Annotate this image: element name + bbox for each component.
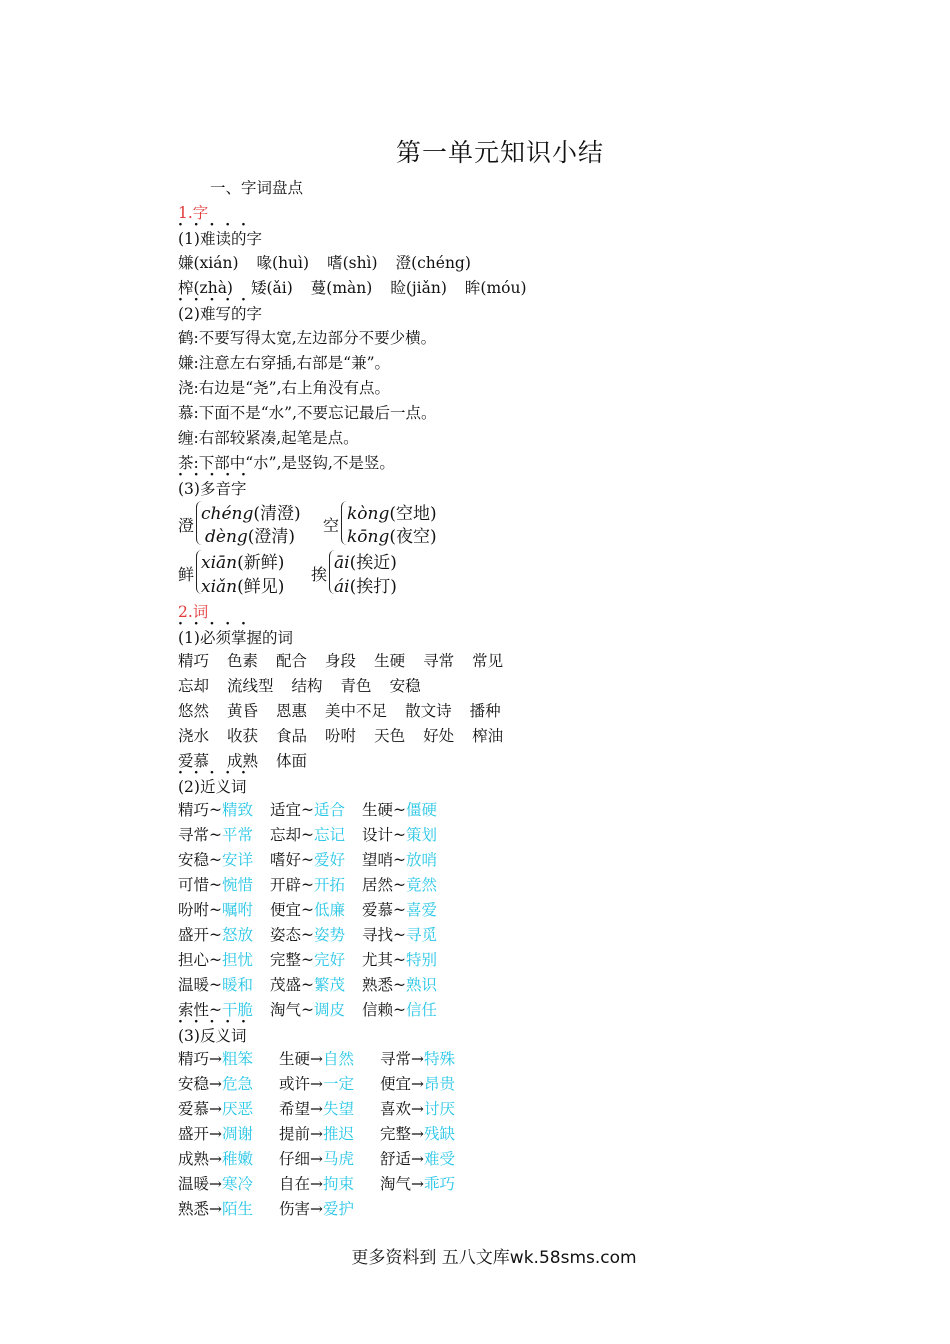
synonym-pair bbox=[178, 824, 270, 846]
hard-read-item: 矮(ǎi) bbox=[250, 279, 293, 297]
word-item: 悠然 bbox=[178, 702, 210, 720]
antonym-row bbox=[178, 1073, 481, 1095]
antonym-row bbox=[178, 1198, 380, 1220]
word-item: 天色 bbox=[374, 727, 406, 745]
synonym-answer: 寻觅 bbox=[406, 926, 438, 944]
tilde-mark: ~ bbox=[301, 826, 315, 844]
antonym-word: 成熟 bbox=[178, 1150, 210, 1168]
page-title: 第一单元知识小结 bbox=[395, 138, 604, 167]
antonym-answer: 残缺 bbox=[424, 1125, 456, 1143]
tilde-mark: ~ bbox=[209, 1001, 223, 1019]
tilde-mark: ~ bbox=[209, 976, 223, 994]
synonym-word: 信赖 bbox=[362, 1001, 394, 1019]
synonym-pair bbox=[362, 974, 454, 996]
synonym-answer: 熟识 bbox=[406, 976, 438, 994]
synonym-word: 寻常 bbox=[178, 826, 210, 844]
synonym-row bbox=[178, 799, 454, 821]
antonym-pair bbox=[279, 1123, 380, 1145]
synonym-word: 可惜 bbox=[178, 876, 210, 894]
arrow-icon: → bbox=[310, 1200, 324, 1218]
synonym-pair bbox=[178, 974, 270, 996]
must-words-row bbox=[178, 725, 521, 747]
antonym-answer: 稚嫩 bbox=[222, 1150, 254, 1168]
synonym-answer: 竟然 bbox=[406, 876, 438, 894]
sub-heading-hard-read: · · · (1)难读的字 bbox=[178, 228, 262, 250]
antonym-pair bbox=[279, 1198, 380, 1220]
arrow-icon: → bbox=[209, 1175, 223, 1193]
synonym-answer: 忘记 bbox=[314, 826, 346, 844]
antonym-word: 盛开 bbox=[178, 1125, 210, 1143]
arrow-icon: → bbox=[411, 1150, 425, 1168]
synonym-answer: 姿势 bbox=[314, 926, 346, 944]
synonym-pair bbox=[178, 924, 270, 946]
synonym-answer: 策划 bbox=[406, 826, 438, 844]
antonym-pair bbox=[279, 1048, 380, 1070]
antonym-answer: 一定 bbox=[323, 1075, 355, 1093]
antonym-pair bbox=[279, 1098, 380, 1120]
hard-read-item: 睑(jiǎn) bbox=[390, 279, 447, 297]
word-item: 寻常 bbox=[423, 652, 455, 670]
section-heading: 一、字词盘点 bbox=[210, 179, 304, 197]
antonym-pair bbox=[380, 1123, 481, 1145]
sub-heading-polyphones: · · · (3)多音字 bbox=[178, 478, 246, 500]
word-item: 配合 bbox=[276, 652, 308, 670]
synonym-pair bbox=[270, 824, 362, 846]
synonym-word: 担心 bbox=[178, 951, 210, 969]
synonym-pair bbox=[270, 949, 362, 971]
tilde-mark: ~ bbox=[209, 876, 223, 894]
hard-write-item: 慕:下面不是“水”,不要忘记最后一点。 bbox=[178, 404, 437, 422]
hard-read-item: 眸(móu) bbox=[464, 279, 527, 297]
tilde-mark: ~ bbox=[393, 826, 407, 844]
synonym-row bbox=[178, 899, 454, 921]
antonym-word: 舒适 bbox=[380, 1150, 412, 1168]
antonym-pair bbox=[178, 1073, 279, 1095]
word-item: 结构 bbox=[291, 677, 323, 695]
tilde-mark: ~ bbox=[393, 951, 407, 969]
antonym-answer: 拘束 bbox=[323, 1175, 355, 1193]
hard-read-item: 榨(zhà) bbox=[178, 279, 233, 297]
arrow-icon: → bbox=[411, 1075, 425, 1093]
synonym-answer: 繁茂 bbox=[314, 976, 346, 994]
antonym-word: 寻常 bbox=[380, 1050, 412, 1068]
synonym-answer: 适合 bbox=[314, 801, 346, 819]
synonym-pair bbox=[362, 849, 454, 871]
synonym-answer: 开拓 bbox=[314, 876, 346, 894]
antonym-word: 安稳 bbox=[178, 1075, 210, 1093]
antonym-pair bbox=[178, 1173, 279, 1195]
tilde-mark: ~ bbox=[301, 1001, 315, 1019]
polyphone-option: kòng(空地) bbox=[347, 504, 437, 524]
word-item: 色素 bbox=[227, 652, 259, 670]
tilde-mark: ~ bbox=[301, 976, 315, 994]
tilde-mark: ~ bbox=[301, 951, 315, 969]
hard-read-row-1 bbox=[178, 252, 489, 274]
arrow-icon: → bbox=[310, 1100, 324, 1118]
word-item: 青色 bbox=[340, 677, 372, 695]
synonym-answer: 僵硬 bbox=[406, 801, 438, 819]
synonym-pair bbox=[362, 949, 454, 971]
polyphone-char: 空 bbox=[323, 516, 340, 535]
synonym-pair bbox=[270, 924, 362, 946]
tilde-mark: ~ bbox=[301, 801, 315, 819]
hard-read-item: 嫌(xián) bbox=[178, 254, 239, 272]
part-heading-words: 2.词 bbox=[178, 603, 209, 621]
arrow-icon: → bbox=[411, 1175, 425, 1193]
antonym-word: 精巧 bbox=[178, 1050, 210, 1068]
hard-write-item: 浇:右边是“尧”,右上角没有点。 bbox=[178, 379, 390, 397]
synonym-row bbox=[178, 849, 454, 871]
antonym-answer: 马虎 bbox=[323, 1150, 355, 1168]
synonym-pair bbox=[178, 899, 270, 921]
tilde-mark: ~ bbox=[301, 851, 315, 869]
synonym-pair bbox=[178, 949, 270, 971]
synonym-word: 索性 bbox=[178, 1001, 210, 1019]
hard-read-item: 喙(huì) bbox=[256, 254, 310, 272]
antonym-pair bbox=[380, 1148, 481, 1170]
synonym-word: 居然 bbox=[362, 876, 394, 894]
word-item: 黄昏 bbox=[227, 702, 259, 720]
synonym-answer: 担忧 bbox=[222, 951, 254, 969]
polyphone-char: 澄 bbox=[178, 516, 195, 535]
hard-write-item: 嫌:注意左右穿插,右部是“兼”。 bbox=[178, 354, 390, 372]
word-item: 浇水 bbox=[178, 727, 210, 745]
synonym-word: 便宜 bbox=[270, 901, 302, 919]
synonym-pair bbox=[178, 799, 270, 821]
antonym-word: 或许 bbox=[279, 1075, 311, 1093]
arrow-icon: → bbox=[209, 1150, 223, 1168]
arrow-icon: → bbox=[411, 1100, 425, 1118]
antonym-word: 爱慕 bbox=[178, 1100, 210, 1118]
antonym-pair bbox=[380, 1098, 481, 1120]
antonym-row bbox=[178, 1048, 481, 1070]
tilde-mark: ~ bbox=[209, 826, 223, 844]
synonym-word: 安稳 bbox=[178, 851, 210, 869]
synonym-answer: 怒放 bbox=[222, 926, 254, 944]
word-item: 食品 bbox=[276, 727, 308, 745]
antonym-word: 完整 bbox=[380, 1125, 412, 1143]
synonym-answer: 嘱咐 bbox=[222, 901, 254, 919]
synonym-word: 望哨 bbox=[362, 851, 394, 869]
tilde-mark: ~ bbox=[393, 851, 407, 869]
antonym-row bbox=[178, 1098, 481, 1120]
word-item: 生硬 bbox=[374, 652, 406, 670]
synonym-word: 吩咐 bbox=[178, 901, 210, 919]
tilde-mark: ~ bbox=[301, 876, 315, 894]
antonym-row bbox=[178, 1123, 481, 1145]
word-item: 爱慕 bbox=[178, 752, 210, 770]
synonym-pair bbox=[270, 874, 362, 896]
antonym-pair bbox=[178, 1048, 279, 1070]
must-words-row bbox=[178, 675, 439, 697]
synonym-answer: 干脆 bbox=[222, 1001, 254, 1019]
polyphone-option: ái(挨打) bbox=[334, 577, 397, 597]
antonym-pair bbox=[178, 1123, 279, 1145]
hard-read-item: 蔓(màn) bbox=[310, 279, 373, 297]
synonym-word: 爱慕 bbox=[362, 901, 394, 919]
synonym-answer: 惋惜 bbox=[222, 876, 254, 894]
tilde-mark: ~ bbox=[393, 926, 407, 944]
word-item: 收获 bbox=[227, 727, 259, 745]
antonym-pair bbox=[380, 1048, 481, 1070]
synonym-row bbox=[178, 874, 454, 896]
polyphone-option: āi(挨近) bbox=[334, 553, 397, 573]
tilde-mark: ~ bbox=[301, 901, 315, 919]
hard-write-item: 缠:右部较紧凑,起笔是点。 bbox=[178, 429, 359, 447]
synonym-word: 盛开 bbox=[178, 926, 210, 944]
word-item: 成熟 bbox=[227, 752, 259, 770]
arrow-icon: → bbox=[411, 1050, 425, 1068]
synonym-answer: 爱好 bbox=[314, 851, 346, 869]
antonym-pair bbox=[279, 1148, 380, 1170]
synonym-pair bbox=[178, 849, 270, 871]
tilde-mark: ~ bbox=[393, 976, 407, 994]
synonym-word: 姿态 bbox=[270, 926, 302, 944]
hard-write-item: 鹤:不要写得太宽,左边部分不要少横。 bbox=[178, 329, 437, 347]
antonym-word: 生硬 bbox=[279, 1050, 311, 1068]
antonym-answer: 昂贵 bbox=[424, 1075, 456, 1093]
antonym-word: 伤害 bbox=[279, 1200, 311, 1218]
synonym-answer: 平常 bbox=[222, 826, 254, 844]
word-item: 流线型 bbox=[227, 677, 274, 695]
synonym-answer: 放哨 bbox=[406, 851, 438, 869]
word-item: 散文诗 bbox=[405, 702, 452, 720]
arrow-icon: → bbox=[209, 1075, 223, 1093]
synonym-word: 忘却 bbox=[270, 826, 302, 844]
synonym-answer: 暖和 bbox=[222, 976, 254, 994]
word-item: 安稳 bbox=[389, 677, 421, 695]
tilde-mark: ~ bbox=[209, 951, 223, 969]
synonym-pair bbox=[362, 924, 454, 946]
synonym-answer: 特别 bbox=[406, 951, 438, 969]
synonym-pair bbox=[362, 899, 454, 921]
word-item: 身段 bbox=[325, 652, 357, 670]
antonym-pair bbox=[279, 1173, 380, 1195]
word-item: 忘却 bbox=[178, 677, 210, 695]
tilde-mark: ~ bbox=[209, 901, 223, 919]
synonym-word: 设计 bbox=[362, 826, 394, 844]
word-item: 精巧 bbox=[178, 652, 210, 670]
antonym-word: 仔细 bbox=[279, 1150, 311, 1168]
polyphone-option: xiān(新鲜) bbox=[201, 553, 285, 573]
sub-heading-antonyms: · · · (3)反义词 bbox=[178, 1025, 246, 1047]
antonym-answer: 失望 bbox=[323, 1100, 355, 1118]
must-words-row bbox=[178, 650, 521, 672]
polyphone-char: 挨 bbox=[311, 565, 328, 584]
synonym-pair bbox=[362, 999, 454, 1021]
tilde-mark: ~ bbox=[209, 851, 223, 869]
word-item: 恩惠 bbox=[276, 702, 308, 720]
synonym-answer: 完好 bbox=[314, 951, 346, 969]
word-item: 常见 bbox=[472, 652, 504, 670]
antonym-answer: 讨厌 bbox=[424, 1100, 456, 1118]
sub-heading-must-words: · · · (1)必须掌握的词 bbox=[178, 627, 293, 649]
arrow-icon: → bbox=[209, 1050, 223, 1068]
synonym-pair bbox=[270, 849, 362, 871]
tilde-mark: ~ bbox=[301, 926, 315, 944]
synonym-word: 淘气 bbox=[270, 1001, 302, 1019]
synonym-pair bbox=[178, 874, 270, 896]
antonym-row bbox=[178, 1173, 481, 1195]
arrow-icon: → bbox=[411, 1125, 425, 1143]
synonym-pair bbox=[270, 799, 362, 821]
sub-heading-synonyms: · · · (2)近义词 bbox=[178, 776, 246, 798]
antonym-word: 便宜 bbox=[380, 1075, 412, 1093]
polyphone-option: kōng(夜空) bbox=[347, 527, 437, 547]
antonym-answer: 乖巧 bbox=[424, 1175, 456, 1193]
polyphone-char: 鲜 bbox=[178, 565, 195, 584]
synonym-pair bbox=[362, 874, 454, 896]
arrow-icon: → bbox=[310, 1075, 324, 1093]
antonym-word: 温暖 bbox=[178, 1175, 210, 1193]
synonym-row bbox=[178, 824, 454, 846]
synonym-row bbox=[178, 949, 454, 971]
word-item: 好处 bbox=[423, 727, 455, 745]
sub-heading-hard-write: · · · (2)难写的字 bbox=[178, 303, 262, 325]
synonym-word: 嗜好 bbox=[270, 851, 302, 869]
synonym-word: 精巧 bbox=[178, 801, 210, 819]
hard-write-item: 茶:下部中“朩”,是竖钩,不是竖。 bbox=[178, 454, 395, 472]
synonym-pair bbox=[270, 974, 362, 996]
antonym-word: 希望 bbox=[279, 1100, 311, 1118]
antonym-answer: 特殊 bbox=[424, 1050, 456, 1068]
antonym-pair bbox=[178, 1098, 279, 1120]
tilde-mark: ~ bbox=[393, 901, 407, 919]
antonym-row bbox=[178, 1148, 481, 1170]
tilde-mark: ~ bbox=[393, 1001, 407, 1019]
synonym-word: 生硬 bbox=[362, 801, 394, 819]
word-item: 播种 bbox=[469, 702, 501, 720]
arrow-icon: → bbox=[310, 1050, 324, 1068]
synonym-answer: 喜爱 bbox=[406, 901, 438, 919]
polyphone-option: dèng(澄清) bbox=[205, 527, 296, 547]
antonym-answer: 厌恶 bbox=[222, 1100, 254, 1118]
arrow-icon: → bbox=[209, 1200, 223, 1218]
arrow-icon: → bbox=[310, 1125, 324, 1143]
word-item: 榨油 bbox=[472, 727, 504, 745]
must-words-row bbox=[178, 700, 519, 722]
synonym-pair bbox=[270, 999, 362, 1021]
synonym-word: 寻找 bbox=[362, 926, 394, 944]
tilde-mark: ~ bbox=[393, 876, 407, 894]
antonym-answer: 粗笨 bbox=[222, 1050, 254, 1068]
synonym-row bbox=[178, 924, 454, 946]
antonym-answer: 难受 bbox=[424, 1150, 456, 1168]
antonym-pair bbox=[178, 1198, 279, 1220]
antonym-word: 熟悉 bbox=[178, 1200, 210, 1218]
antonym-word: 喜欢 bbox=[380, 1100, 412, 1118]
hard-read-item: 澄(chéng) bbox=[395, 254, 471, 272]
antonym-pair bbox=[380, 1073, 481, 1095]
synonym-answer: 信任 bbox=[406, 1001, 438, 1019]
synonym-pair bbox=[362, 799, 454, 821]
antonym-word: 淘气 bbox=[380, 1175, 412, 1193]
antonym-word: 提前 bbox=[279, 1125, 311, 1143]
synonym-answer: 安详 bbox=[222, 851, 254, 869]
word-item: 吩咐 bbox=[325, 727, 357, 745]
antonym-pair bbox=[279, 1073, 380, 1095]
synonym-word: 熟悉 bbox=[362, 976, 394, 994]
tilde-mark: ~ bbox=[393, 801, 407, 819]
footer-link[interactable]: 更多资料到 五八文库wk.58sms.com bbox=[351, 1248, 637, 1268]
word-item: 美中不足 bbox=[325, 702, 388, 720]
antonym-word: 自在 bbox=[279, 1175, 311, 1193]
tilde-mark: ~ bbox=[209, 801, 223, 819]
antonym-answer: 陌生 bbox=[222, 1200, 254, 1218]
synonym-word: 茂盛 bbox=[270, 976, 302, 994]
synonym-pair bbox=[270, 899, 362, 921]
antonym-answer: 寒冷 bbox=[222, 1175, 254, 1193]
synonym-row bbox=[178, 974, 454, 996]
antonym-answer: 自然 bbox=[323, 1050, 355, 1068]
part-heading-characters: 1.字 bbox=[178, 204, 209, 222]
synonym-pair bbox=[362, 824, 454, 846]
synonym-word: 适宜 bbox=[270, 801, 302, 819]
arrow-icon: → bbox=[209, 1125, 223, 1143]
synonym-word: 开辟 bbox=[270, 876, 302, 894]
tilde-mark: ~ bbox=[209, 926, 223, 944]
antonym-answer: 凋谢 bbox=[222, 1125, 254, 1143]
synonym-answer: 低廉 bbox=[314, 901, 346, 919]
arrow-icon: → bbox=[310, 1175, 324, 1193]
word-item: 体面 bbox=[276, 752, 308, 770]
antonym-answer: 危急 bbox=[222, 1075, 254, 1093]
synonym-word: 尤其 bbox=[362, 951, 394, 969]
synonym-answer: 调皮 bbox=[314, 1001, 346, 1019]
antonym-answer: 推迟 bbox=[323, 1125, 355, 1143]
synonym-word: 完整 bbox=[270, 951, 302, 969]
synonym-word: 温暖 bbox=[178, 976, 210, 994]
antonym-answer: 爱护 bbox=[323, 1200, 355, 1218]
antonym-pair bbox=[380, 1173, 481, 1195]
arrow-icon: → bbox=[310, 1150, 324, 1168]
arrow-icon: → bbox=[209, 1100, 223, 1118]
polyphone-option: chéng(清澄) bbox=[201, 504, 301, 524]
synonym-answer: 精致 bbox=[222, 801, 254, 819]
antonym-pair bbox=[178, 1148, 279, 1170]
hard-read-item: 嗜(shì) bbox=[327, 254, 378, 272]
polyphone-option: xiǎn(鲜见) bbox=[201, 577, 285, 597]
